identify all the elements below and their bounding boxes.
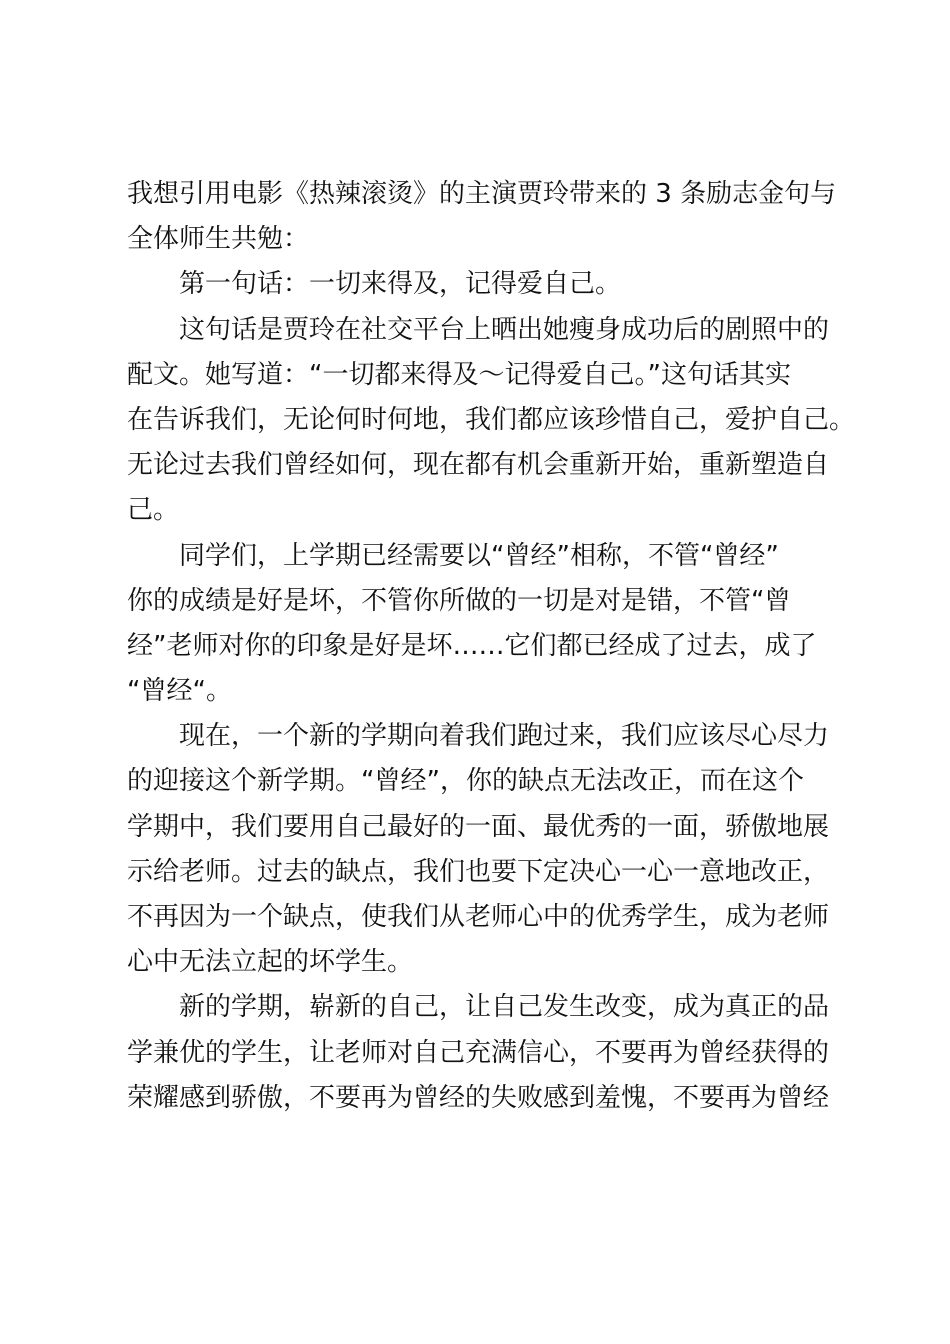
text-line: 示给老师。过去的缺点，我们也要下定决心一心一意地改正， bbox=[127, 856, 830, 887]
text-line: 新的学期，崭新的自己，让自己发生改变，成为真正的品 bbox=[179, 992, 830, 1023]
text-line: 的迎接这个新学期。“曾经”，你的缺点无法改正，而在这个 bbox=[127, 766, 804, 797]
text-line: 荣耀感到骄傲，不要再为曾经的失败感到羞愧，不要再为曾经 bbox=[127, 1082, 830, 1113]
text-line: 同学们，上学期已经需要以“曾经”相称，不管“曾经” bbox=[179, 540, 779, 571]
text-line: “曾经“。 bbox=[127, 676, 232, 707]
text-line: 你的成绩是好是坏，不管你所做的一切是对是错，不管“曾 bbox=[127, 585, 791, 616]
text-line: 不再因为一个缺点，使我们从老师心中的优秀学生，成为老师 bbox=[127, 902, 830, 932]
text-line: 我想引用电影《热辣滚烫》的主演贾玲带来的 3 条励志金句与 bbox=[127, 179, 837, 209]
text-line: 配文。她写道：“一切都来得及～记得爱自己。”这句话其实 bbox=[127, 359, 791, 390]
text-line: 己。 bbox=[127, 495, 180, 526]
text-line: 学兼优的学生，让老师对自己充满信心，不要再为曾经获得的 bbox=[127, 1037, 830, 1068]
text-line: 学期中，我们要用自己最好的一面、最优秀的一面，骄傲地展 bbox=[127, 811, 830, 842]
text-line: 在告诉我们，无论何时何地，我们都应该珍惜自己，爱护自己。 bbox=[127, 404, 856, 435]
text-line: 第一句话：一切来得及，记得爱自己。 bbox=[179, 269, 622, 300]
text-line: 这句话是贾玲在社交平台上晒出她瘦身成功后的剧照中的 bbox=[179, 314, 830, 345]
text-line: 现在，一个新的学期向着我们跑过来，我们应该尽心尽力 bbox=[179, 721, 830, 752]
text-line: 全体师生共勉： bbox=[127, 224, 310, 255]
document-body bbox=[127, 172, 856, 1121]
text-line: 心中无法立起的坏学生。 bbox=[127, 947, 414, 978]
text-line: 经”老师对你的印象是好是坏……它们都已经成了过去，成了 bbox=[127, 630, 817, 661]
text-line: 无论过去我们曾经如何，现在都有机会重新开始，重新塑造自 bbox=[127, 450, 830, 481]
